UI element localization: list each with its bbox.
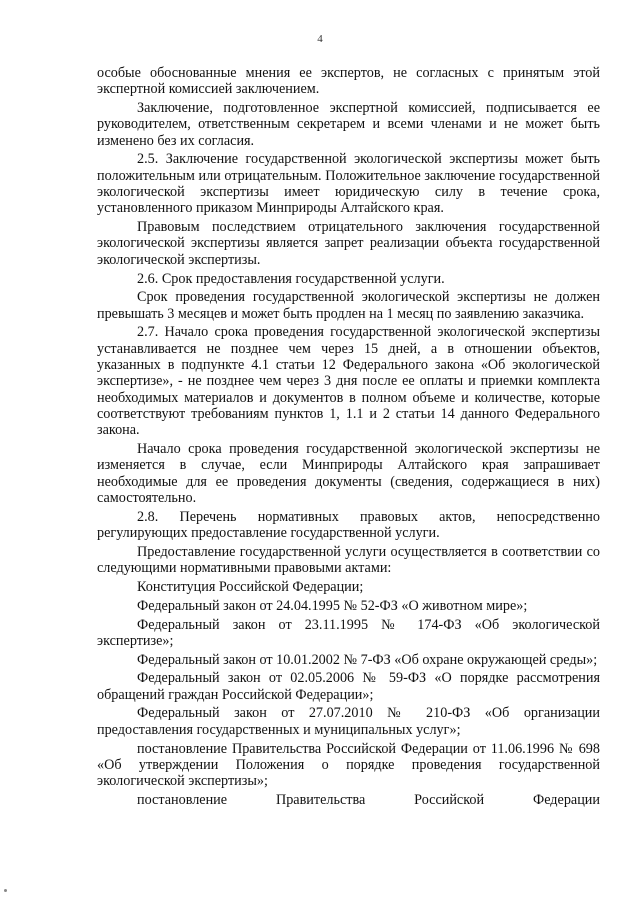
paragraph: 2.7. Начало срока проведения государственной экологической экспертизы устанавливается не позднее чем через 15 дней, а в отношении объектов, указанных в подпункте 4.1 статьи 12 Федерального закона «Об экологической экспертизе», - не позднее чем через 3 дня после ее оплаты и приемки комплекта необходимых материалов и документов в полном объеме и количестве, которые соответствуют требованиям пунктов 1, 1.1 и 2 статьи 14 данного Федерального закона. [97,324,600,439]
paragraph: 2.8. Перечень нормативных правовых актов, непосредственно регулирующих предоставление государственной услуги. [97,508,600,542]
scan-edge-mark [4,889,7,892]
paragraph: Заключение, подготовленное экспертной комиссией, подписывается ее руководителем, ответственным секретарем и всеми членами и не может быть изменено без их согласия. [97,100,600,149]
document-body [97,65,600,808]
paragraph: особые обоснованные мнения ее экспертов, не согласных с принятым этой экспертной комиссией заключением. [97,65,600,98]
paragraph: Начало срока проведения государственной экологической экспертизы не изменяется в случае, если Минприроды Алтайского края запрашивает необходимые для ее проведения документы (сведения, содержащиеся в них) самостоятельно. [97,441,600,506]
paragraph: Предоставление государственной услуги осуществляется в соответствии со следующими нормативными правовыми актами: [97,543,600,577]
paragraph: Федеральный закон от 24.04.1995 № 52-ФЗ «О животном мире»; [137,597,528,614]
paragraph: 2.5. Заключение государственной экологической экспертизы может быть положительным или отрицательным. Положительное заключение государственной экологической экспертизы имеет юридическую силу в течение срока, установленного приказом Минприроды Алтайского края. [97,151,600,217]
paragraph: Федеральный закон от 23.11.1995 № 174-ФЗ «Об экологической экспертизе»; [97,616,600,649]
paragraph: 2.6. Срок предоставления государственной услуги. [137,270,445,287]
paragraph: Конституция Российской Федерации; [137,578,364,595]
paragraph: Правовым последствием отрицательного заключения государственной экологической экспертизы является запрет реализации объекта государственной экологической экспертизы. [97,219,600,268]
paragraph: Срок проведения государственной экологической экспертизы не должен превышать 3 месяцев и может быть продлен на 1 месяц по заявлению заказчика. [97,289,600,322]
paragraph: постановление Правительства Российской Федерации [137,791,600,808]
page-number: 4 [317,33,323,45]
paragraph: Федеральный закон от 02.05.2006 № 59-ФЗ «О порядке рассмотрения обращений граждан Российской Федерации»; [97,670,600,703]
paragraph: Федеральный закон от 27.07.2010 № 210-ФЗ «Об организации предоставления государственных и муниципальных услуг»; [97,705,600,738]
paragraph: Федеральный закон от 10.01.2002 № 7-ФЗ «Об охране окружающей среды»; [137,651,598,668]
paragraph: постановление Правительства Российской Федерации от 11.06.1996 № 698 «Об утверждении Положения о порядке проведения государственной экологической экспертизы»; [97,740,600,790]
